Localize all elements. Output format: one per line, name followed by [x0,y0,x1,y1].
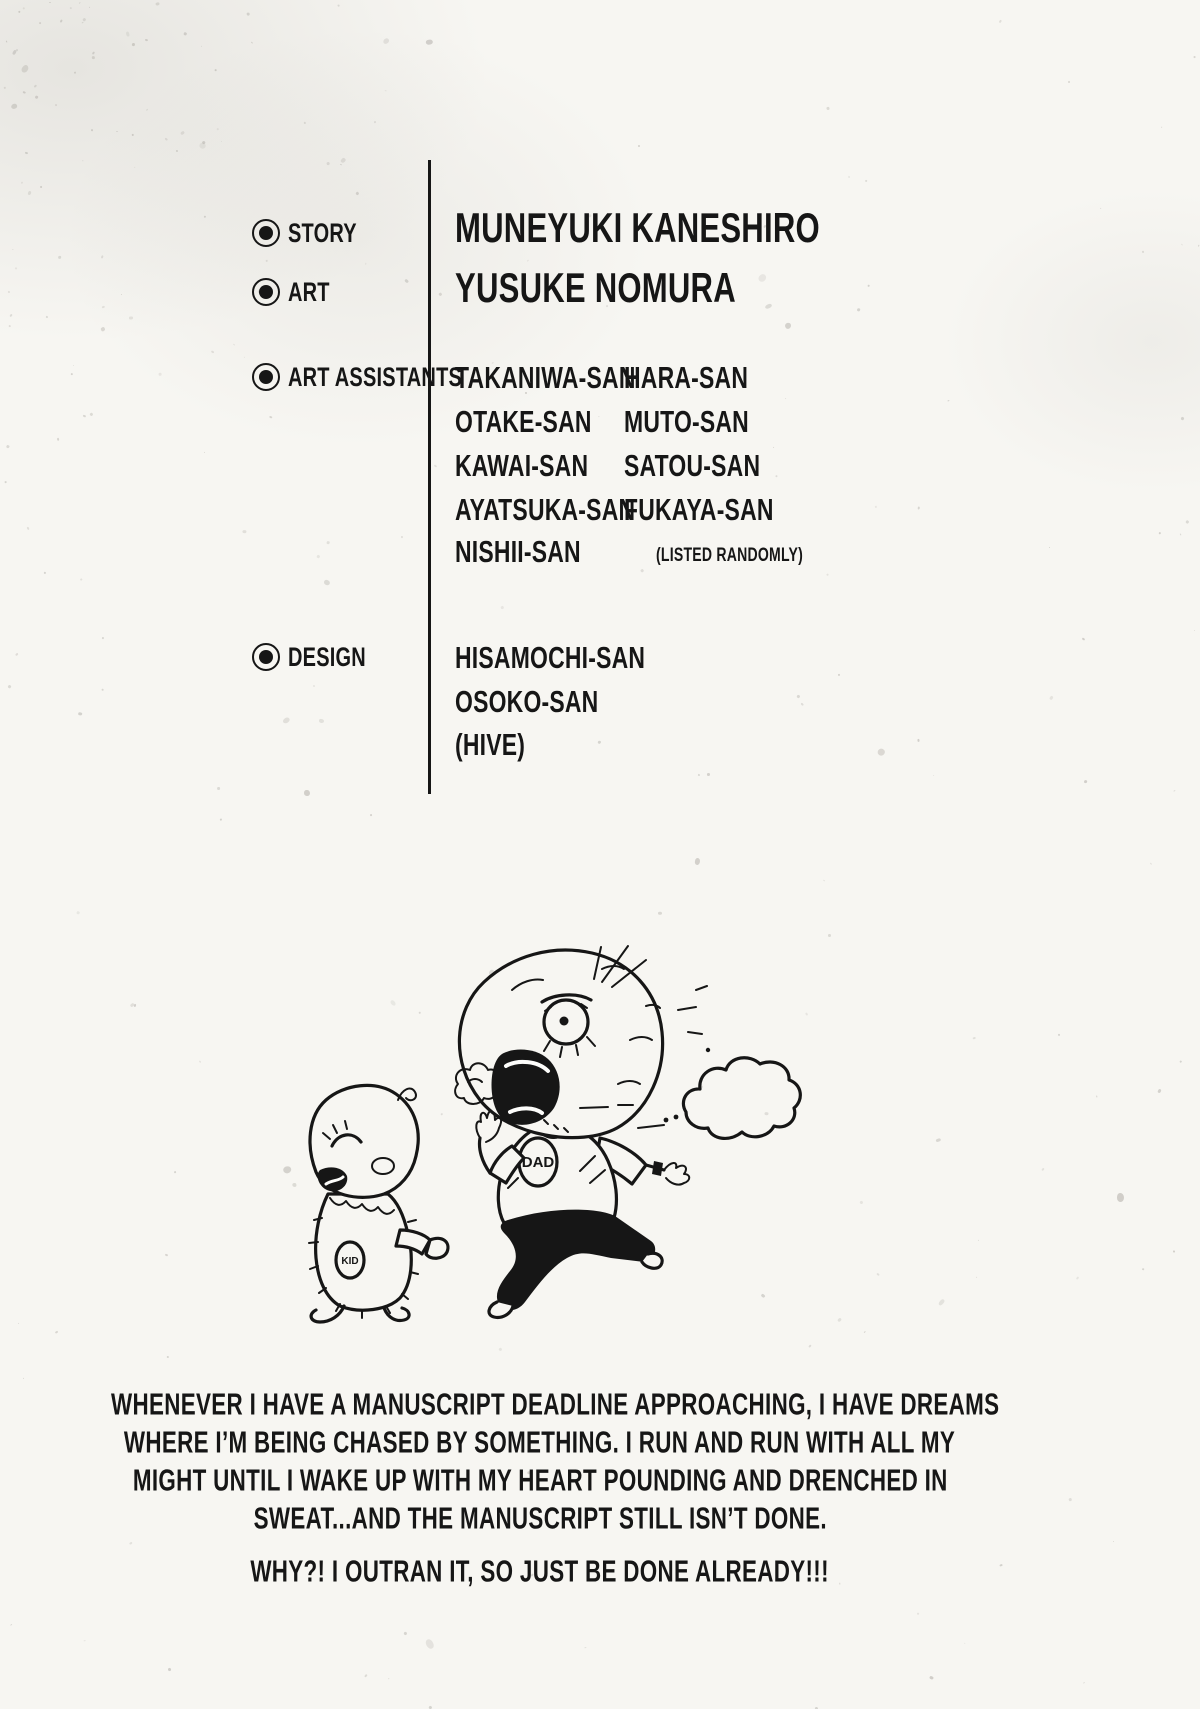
assistant-name [624,444,808,488]
afterword-line-text: WHENEVER I HAVE A MANUSCRIPT DEADLINE APPROACHING, I HAVE DREAMS [111,1387,1000,1422]
design-name [455,723,550,767]
afterword-punchline-text: WHY?! I OUTRAN IT, SO JUST BE DONE ALREADY!!! [250,1554,830,1589]
design-name-text: (HIVE) [455,727,526,762]
afterword-line [0,1462,1080,1500]
afterword-line-text: MIGHT UNTIL I WAKE UP WITH MY HEART POUNDING AND DRENCHED IN [132,1463,948,1498]
design-name-text: OSOKO-SAN [455,684,599,719]
design-label: DESIGN [288,641,366,672]
bullet-icon [252,363,280,391]
bullet-icon [252,278,280,306]
art-credit-text: YUSUKE NOMURA [455,264,736,311]
afterword [0,1386,1080,1591]
kid-figure [309,1085,448,1322]
dad-figure [455,946,710,1317]
afterword-line [0,1424,1080,1462]
assistant-name [624,488,826,532]
assistants-random-note [656,534,855,578]
art-assistants-label: ART ASSISTANTS [288,361,463,392]
afterword-line-text: SWEAT...AND THE MANUSCRIPT STILL ISN’T DONE. [253,1501,827,1536]
assistant-name-text: FUKAYA-SAN [624,492,774,527]
assistant-name-text: AYATSUKA-SAN [455,492,636,527]
art-credit-name [455,264,835,312]
assistant-name-text: HARA-SAN [624,360,749,395]
assistant-name-text: MUTO-SAN [624,404,749,439]
art-label: ART [288,276,330,307]
bullet-dot [259,650,273,664]
art-label-row [252,275,344,309]
story-credit-name [455,204,948,252]
assistant-name [455,530,625,574]
assistants-random-note-text: (LISTED RANDOMLY) [656,545,803,566]
assistant-name-text: TAKANIWA-SAN [455,360,636,395]
credits-divider-line [428,160,431,794]
design-label-row [252,640,393,674]
afterword-punchline [0,1553,1080,1591]
dad-badge-label: DAD [521,1154,555,1171]
bullet-icon [252,643,280,671]
assistant-name-text: OTAKE-SAN [455,404,592,439]
assistant-name [455,400,640,444]
assistant-name-text: KAWAI-SAN [455,448,589,483]
design-name [455,636,712,680]
assistant-name [624,356,792,400]
design-name-text: HISAMOCHI-SAN [455,640,646,675]
assistant-name-text: SATOU-SAN [624,448,761,483]
bullet-icon [252,219,280,247]
bullet-dot [259,285,273,299]
story-label-row [252,216,381,250]
assistant-name-text: NISHII-SAN [455,534,581,569]
afterword-line [0,1500,1080,1538]
chase-illustration [250,870,810,1340]
bullet-dot [259,226,273,240]
story-credit-text: MUNEYUKI KANESHIRO [455,204,820,251]
afterword-line [0,1386,1080,1424]
afterword-line-text: WHERE I’M BEING CHASED BY SOMETHING. I RUN AND RUN WITH ALL MY [124,1425,956,1460]
assistant-name [624,400,793,444]
assistant-name [455,444,635,488]
story-label: STORY [288,217,357,248]
bullet-dot [259,370,273,384]
design-name [455,680,649,724]
kid-badge-label: KID [341,1256,359,1267]
